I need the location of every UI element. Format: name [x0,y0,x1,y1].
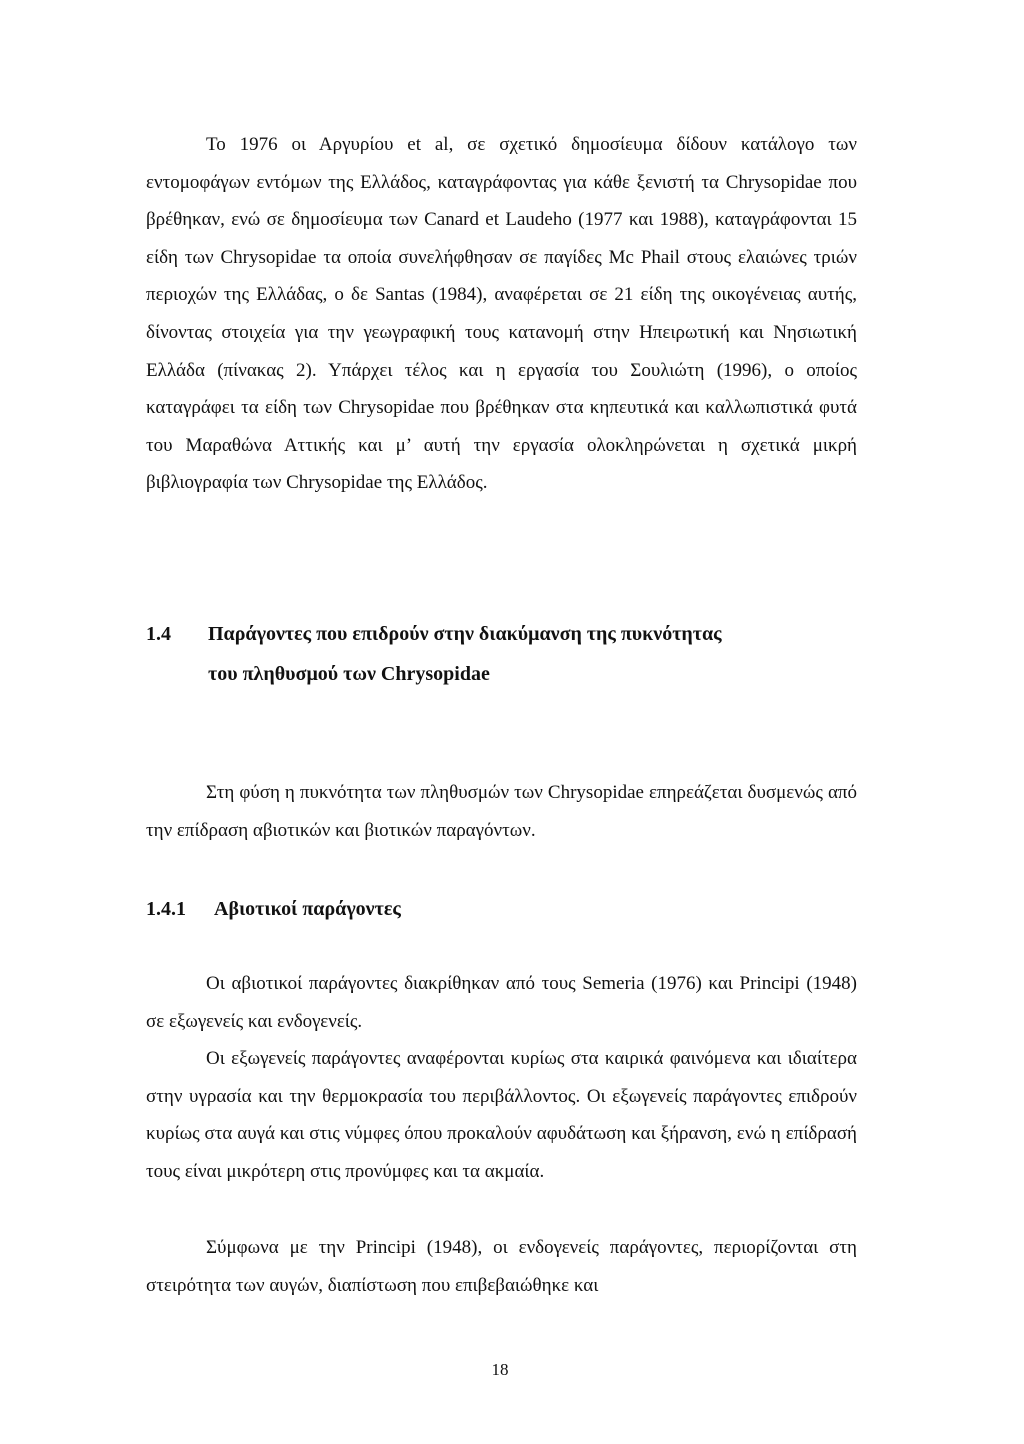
section-title-1-4: Παράγοντες που επιδρούν στην διακύμανση της πυκνότητας [208,623,722,645]
paragraph-chrysopidae-literature: Το 1976 οι Αργυρίου et al, σε σχετικό δημοσίευμα δίδουν κατάλογο των εντομοφάγων εντόμων της Ελλάδος, καταγράφοντας για κάθε ξενιστή τα Chrysopidae που βρέθηκαν, ενώ σε δημοσίευμα των Canard et Laudeho (1977 και 1988), καταγράφονται 15 είδη των Chrysopidae τα οποία συνελήφθησαν σε παγίδες Mc Phail στους ελαιώνες τριών περιοχών της Ελλάδας, ο δε Santas (1984), αναφέρεται σε 21 είδη της οικογένειας αυτής, δίνοντας στοιχεία για την γεωγραφική τους κατανομή στην Ηπειρωτική και Νησιωτική Ελλάδα (πίνακας 2). Υπάρχει τέλος και η εργασία του Σουλιώτη (1996), ο οποίος καταγράφει τα είδη των Chrysopidae που βρέθηκαν στα κηπευτικά και καλλωπιστικά φυτά του Μαραθώνα Αττικής και μ’ αυτή την εργασία ολοκληρώνεται η σχετικά μικρή βιβλιογραφία των Chrysopidae της Ελλάδος. [146,134,857,494]
section-number-1-4-1: 1.4.1 [146,898,186,920]
section-heading-1-4-line1 [146,614,866,654]
section-heading-1-4-1 [146,889,866,929]
page-number: 18 [491,1360,509,1379]
paragraph-endogenous-factors: Σύμφωνα με την Principi (1948), οι ενδογενείς παράγοντες, περιορίζονται στη στειρότητα των αυγών, διαπίστωση που επιβεβαιώθηκε και [146,1237,857,1296]
paragraph-exogenous-factors: Οι εξωγενείς παράγοντες αναφέρονται κυρίως στα καιρικά φαινόμενα και ιδιαίτερα στην υγρασία και την θερμοκρασία του περιβάλλοντος. Οι εξωγενείς παράγοντες επιδρούν κυρίως στα αυγά και στις νύμφες όπου προκαλούν αφυδάτωση και ξήρανση, ενώ η επίδρασή τους είναι μικρότερη στις προνύμφες και τα ακμαία. [146,1048,857,1182]
section-title-1-4-1: Αβιοτικοί παράγοντες [214,898,401,920]
section-title-1-4-continuation: του πληθυσμού των Chrysopidae [208,663,490,685]
paragraph-abiotic-factors: Οι αβιοτικοί παράγοντες διακρίθηκαν από τους Semeria (1976) και Principi (1948) σε εξωγενείς και ενδογενείς. [146,973,857,1032]
section-number-1-4: 1.4 [146,623,171,645]
paragraph-population-density: Στη φύση η πυκνότητα των πληθυσμών των Chrysopidae επηρεάζεται δυσμενώς από την επίδραση αβιοτικών και βιοτικών παραγόντων. [146,782,857,841]
section-heading-1-4 [146,614,866,694]
